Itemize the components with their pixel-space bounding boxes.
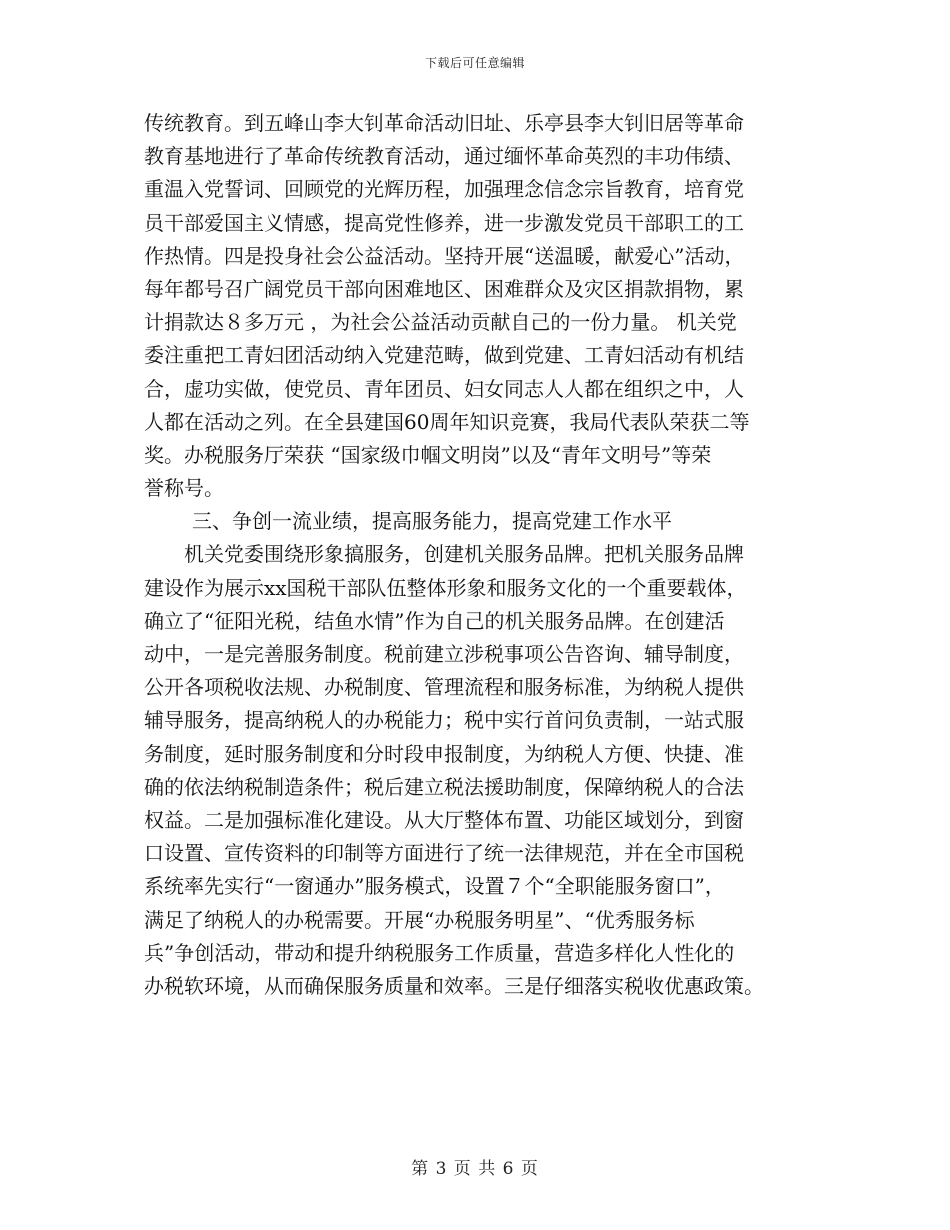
text-line: 员干部爱国主义情感，提高党性修养，进一步激发党员干部职工的工 — [144, 210, 744, 235]
text-line: 传统教育。到五峰山李大钊革命活动旧址、乐亭县李大钊旧居等革命 — [144, 111, 744, 135]
text-line: 作热情。四是投身社会公益活动。坚持开展“送温暖，献爱心”活动， — [144, 243, 745, 268]
paragraph-start-line: 机关党委围绕形象搞服务，创建机关服务品牌。把机关服务品牌 — [184, 542, 744, 567]
text-line: 计捐款达８多万元 ，为社会公益活动贡献自己的一份力量。 机关党 — [144, 310, 737, 335]
body-text — [144, 107, 816, 1003]
text-line: 教育基地进行了革命传统教育活动，通过缅怀革命英烈的丰功伟绩、 — [144, 144, 744, 169]
text-line: 务制度，延时服务制度和分时段申报制度，为纳税人方便、快捷、准 — [144, 741, 744, 766]
page-footer: 第 3 页 共 6 页 — [411, 1159, 539, 1179]
text-line: 重温入党誓词、回顾党的光辉历程，加强理念信念宗旨教育，培育党 — [144, 177, 744, 202]
text-line: 动中，一是完善服务制度。税前建立涉税事项公告咨询、辅导制度， — [144, 642, 744, 666]
section-heading: 三、争创一流业绩，提高服务能力，提高党建工作水平 — [192, 509, 672, 534]
text-line: 满足了纳税人的办税需要。开展“办税服务明星”、“优秀服务标 — [144, 907, 695, 932]
text-line: 人都在活动之列。在全县建国60周年知识竞赛，我局代表队荣获二等 — [144, 409, 750, 434]
text-line: 合，虚功实做，使党员、青年团员、妇女同志人人都在组织之中，人 — [144, 376, 744, 401]
text-line: 辅导服务，提高纳税人的办税能力；税中实行首问负责制，一站式服 — [144, 708, 744, 733]
text-line: 奖。办税服务厅荣获 “国家级巾帼文明岗”以及“青年文明号”等荣 — [144, 442, 712, 467]
text-line: 确的依法纳税制造条件；税后建立税法援助制度，保障纳税人的合法 — [144, 774, 744, 799]
text-line: 系统率先实行“一窗通办”服务模式，设置７个“全职能服务窗口”， — [144, 874, 725, 899]
text-line: 每年都号召广阔党员干部向困难地区、困难群众及灾区捐款捐物，累 — [144, 276, 744, 301]
page-header: 下载后可任意编辑 — [424, 56, 525, 70]
text-line: 兵”争创活动，带动和提升纳税服务工作质量，营造多样化人性化的 — [144, 940, 735, 965]
text-line: 确立了“征阳光税，结鱼水情”作为自己的机关服务品牌。在创建活 — [144, 608, 725, 633]
text-line: 办税软环境，从而确保服务质量和效率。三是仔细落实税收优惠政策。 — [144, 973, 764, 998]
text-line: 委注重把工青妇团活动纳入党建范畴，做到党建、工青妇活动有机结 — [144, 343, 744, 368]
text-line: 口设置、宣传资料的印制等方面进行了统一法律规范，并在全市国税 — [144, 841, 744, 866]
text-line: 权益。二是加强标准化建设。从大厅整体布置、功能区域划分，到窗 — [144, 807, 744, 832]
text-line: 公开各项税收法规、办税制度、管理流程和服务标准，为纳税人提供 — [144, 675, 744, 700]
text-line: 誉称号。 — [144, 476, 224, 501]
text-line: 建设作为展示xx国税干部队伍整体形象和服务文化的一个重要载体， — [144, 575, 747, 600]
